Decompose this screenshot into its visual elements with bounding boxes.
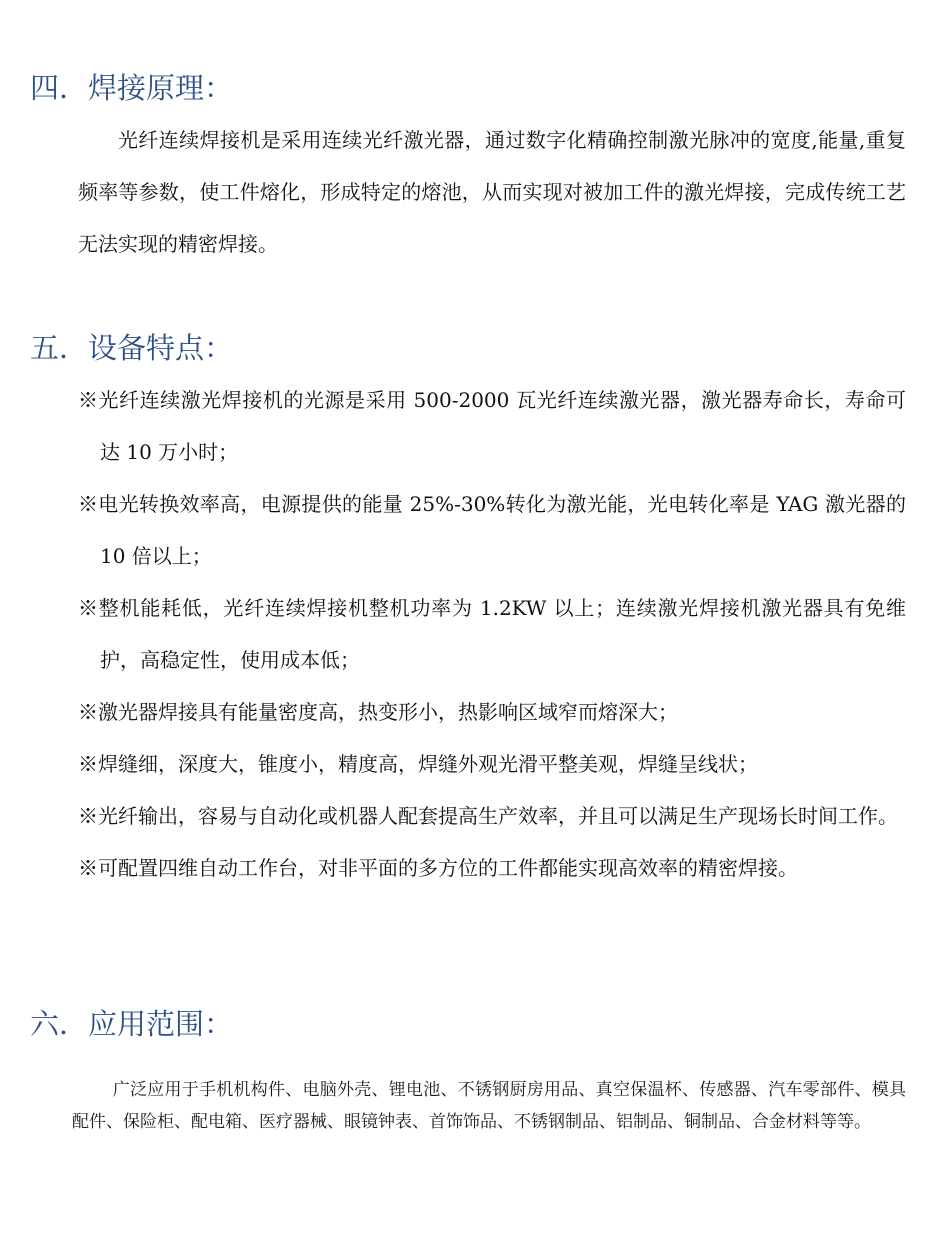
feature-item: ※激光器焊接具有能量密度高，热变形小，热影响区域窄而熔深大； bbox=[78, 700, 678, 724]
section-title-features: 五．设备特点： bbox=[30, 331, 234, 365]
section-title-applications: 六．应用范围： bbox=[30, 1007, 234, 1041]
feature-item: ※焊缝细，深度大，锥度小，精度高，焊缝外观光滑平整美观，焊缝呈线状； bbox=[78, 752, 758, 776]
section-title-principle: 四．焊接原理： bbox=[30, 71, 234, 105]
feature-item: ※可配置四维自动工作台，对非平面的多方位的工件都能实现高效率的精密焊接。 bbox=[78, 856, 798, 880]
applications-paragraph: 广泛应用于手机机构件、电脑外壳、锂电池、不锈钢厨房用品、真空保温杯、传感器、汽车零部件、模具配件、保险柜、配电箱、医疗器械、眼镜钟表、首饰饰品、不锈钢制品、铝制品、铜制品、合金材料等等。 bbox=[72, 1080, 906, 1132]
feature-item: ※光纤输出，容易与自动化或机器人配套提高生产效率，并且可以满足生产现场长时间工作。 bbox=[78, 804, 898, 828]
principle-paragraph: 光纤连续焊接机是采用连续光纤激光器，通过数字化精确控制激光脉冲的宽度,能量,重复频率等参数，使工件熔化，形成特定的熔池，从而实现对被加工件的激光焊接，完成传统工艺无法实现的精密焊接。 bbox=[78, 128, 906, 256]
features-list bbox=[78, 374, 906, 894]
feature-item: ※电光转换效率高，电源提供的能量 25%-30%转化为激光能，光电转化率是 YAG 激光器的 10 倍以上； bbox=[78, 492, 906, 568]
feature-item: ※光纤连续激光焊接机的光源是采用 500-2000 瓦光纤连续激光器，激光器寿命长，寿命可达 10 万小时； bbox=[78, 388, 906, 464]
feature-item: ※整机能耗低，光纤连续焊接机整机功率为 1.2KW 以上；连续激光焊接机激光器具有免维护，高稳定性，使用成本低； bbox=[78, 596, 906, 672]
